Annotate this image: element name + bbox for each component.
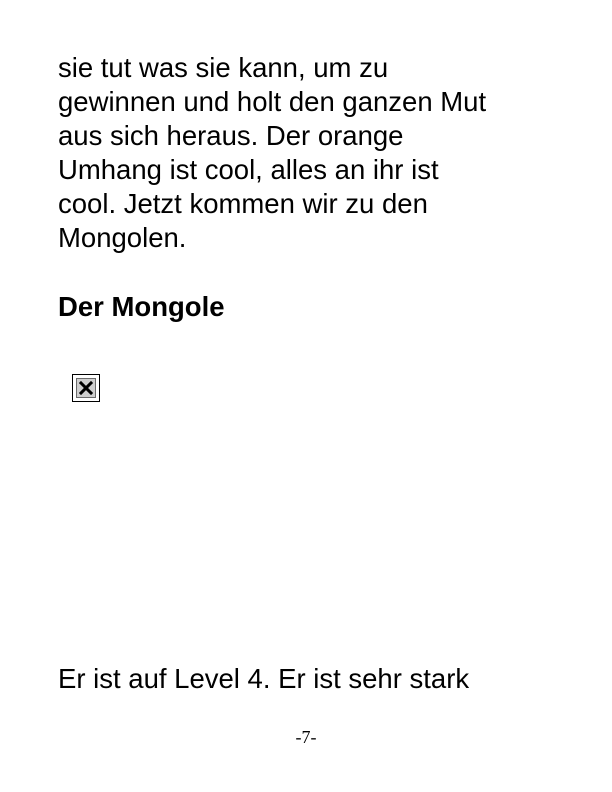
- paragraph-line: Mongolen.: [58, 222, 187, 253]
- body-paragraph: [58, 51, 578, 255]
- paragraph-line: aus sich heraus. Der orange: [58, 120, 404, 151]
- section-heading: Der Mongole: [58, 291, 225, 322]
- paragraph-line: cool. Jetzt kommen wir zu den: [58, 188, 428, 219]
- page-number: -7-: [295, 727, 317, 747]
- paragraph-line: sie tut was sie kann, um zu: [58, 52, 389, 83]
- body-text-bottom: Er ist auf Level 4. Er ist sehr stark: [58, 663, 470, 694]
- broken-image-icon: [72, 374, 100, 402]
- paragraph-line: gewinnen und holt den ganzen Mut: [58, 86, 487, 117]
- paragraph-line: Umhang ist cool, alles an ihr ist: [58, 154, 439, 185]
